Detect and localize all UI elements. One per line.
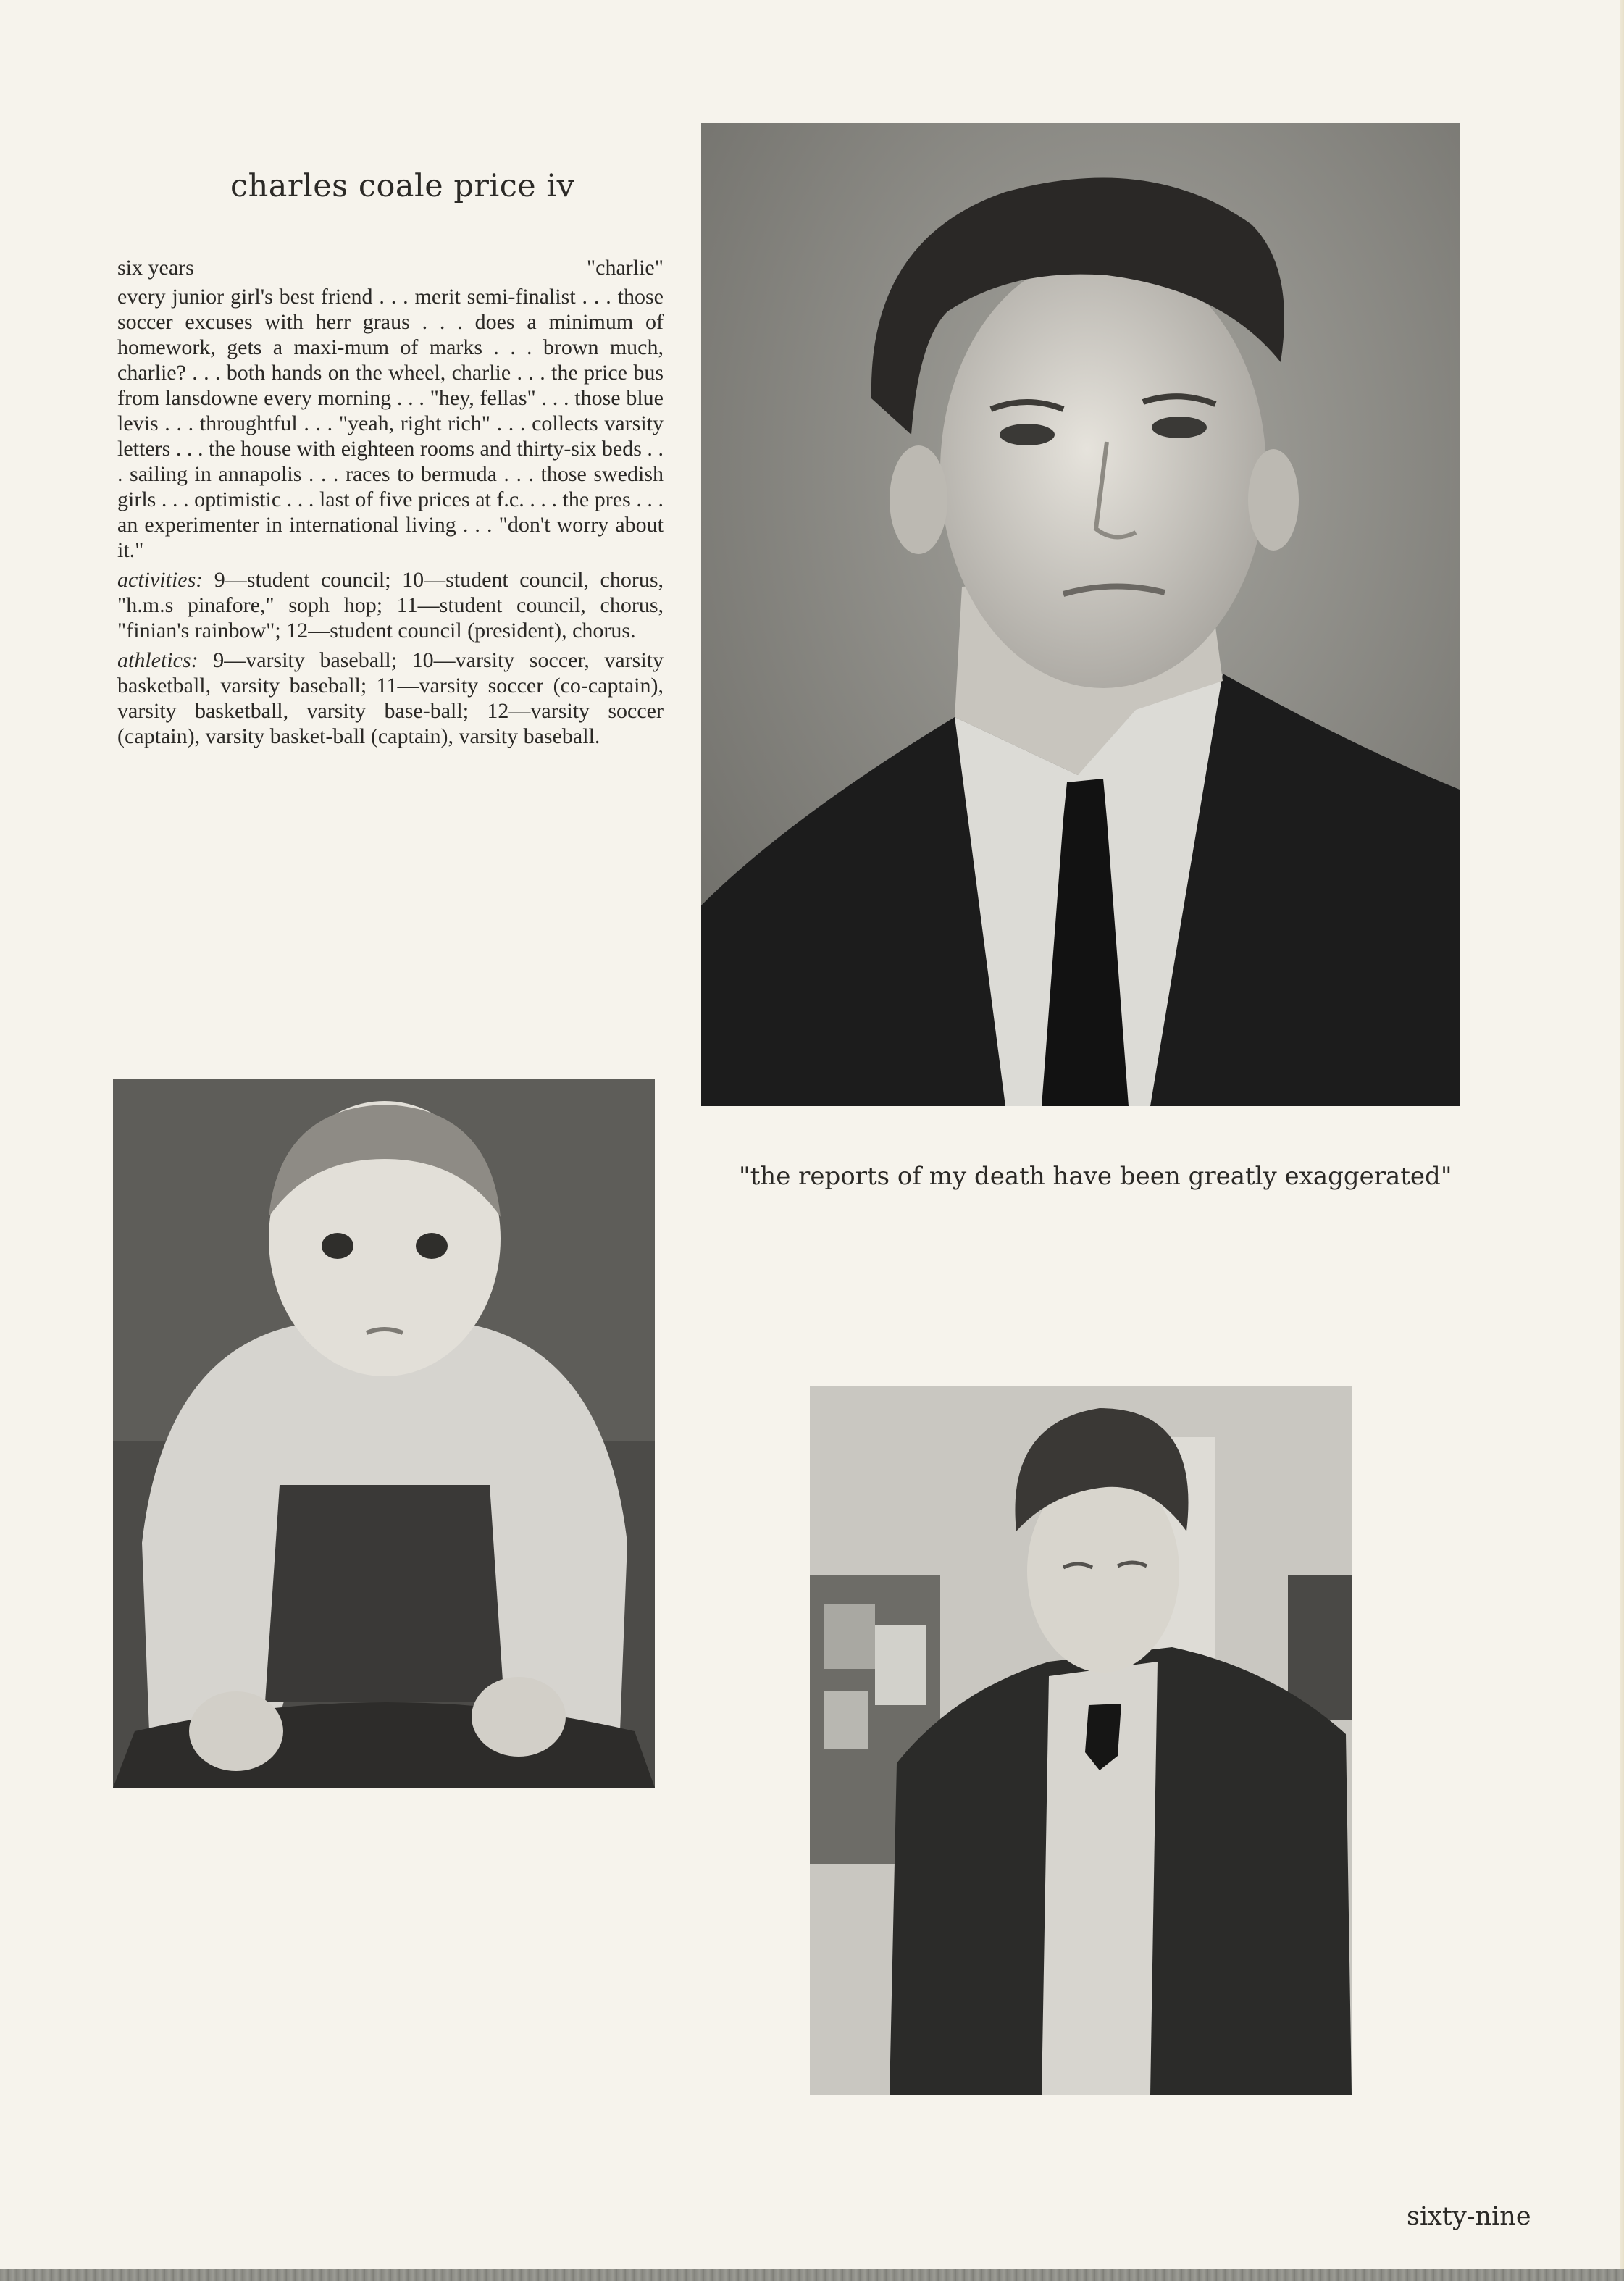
page-bottom-edge <box>0 2269 1624 2281</box>
activities-text: 9—student council; 10—student council, chorus, "h.m.s pinafore," soph hop; 11—student council, chorus, "finian's rainbow"; 12—student council (president), chorus. <box>117 568 664 643</box>
senior-portrait-image <box>701 123 1460 1106</box>
candid-photo <box>810 1386 1352 2095</box>
student-name: charles coale price iv <box>230 168 575 204</box>
bio-description: every junior girl's best friend . . . merit semi-finalist . . . those soccer excuses with herr graus . . . does a minimum of homework, gets a maxi-mum of marks . . . brown much, charlie? . . . both hands on the wheel, charlie . . . the price bus from lansdowne every morning . . . "hey, fellas" . . . those blue levis . . . throughtful . . . "yeah, right rich" . . . collects varsity letters . . . the house with eighteen rooms and thirty-six beds . . . sailing in annapolis . . . races to bermuda . . . those swedish girls . . . optimistic . . . last of five prices at f.c. . . . the pres . . . an experimenter in international living . . . "don't worry about it." <box>117 285 664 562</box>
page-edge <box>1620 0 1624 2281</box>
athletics-text: 9—varsity baseball; 10—varsity soccer, varsity basketball, varsity baseball; 11—varsity soccer (co-captain), varsity basketball, varsity base-ball; 12—varsity soccer (captain), varsity basket-ball (captain), varsity baseball. <box>117 648 664 748</box>
nickname: "charlie" <box>586 256 664 280</box>
activities-paragraph <box>117 567 664 643</box>
bio-header <box>117 255 664 280</box>
page-number: sixty-nine <box>1407 2202 1531 2231</box>
athletics-paragraph <box>117 648 664 749</box>
candid-photo-image <box>810 1386 1352 2095</box>
activities-label: activities: <box>117 568 204 592</box>
athletics-label: athletics: <box>117 648 198 672</box>
years-at-school: six years <box>117 256 194 280</box>
bio-block <box>117 255 664 753</box>
baby-photo <box>113 1079 655 1788</box>
senior-quote: "the reports of my death have been greatly exaggerated" <box>739 1162 1452 1191</box>
senior-portrait-photo <box>701 123 1460 1106</box>
baby-photo-image <box>113 1079 655 1788</box>
